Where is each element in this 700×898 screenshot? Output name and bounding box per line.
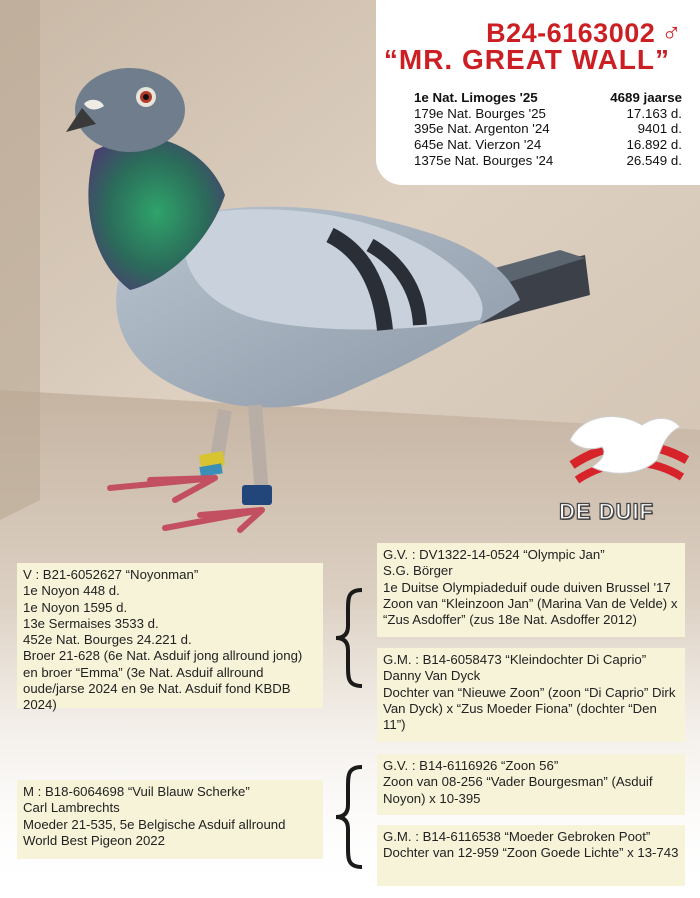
result-value: 17.163 d. [626,105,682,121]
title-panel [376,0,700,185]
father-text: V : B21-6052627 “Noyonman” 1e Noyon 448 d. 1e Noyon 1595 d. 13e Sermaises 3533 d. 452e Nat. Bourges 24.221 d. Broer 21-628 (6e Nat. Asduif jong allround jong) en broer “Emma” (3e Nat. Asduif allround oude/jarse 2024 en 9e Nat. Asduif fond KBDB 2024) [23,567,303,713]
result-row [414,90,682,106]
father-box [17,563,323,713]
result-row [414,121,682,137]
result-race: 395e Nat. Argenton '24 [414,121,550,137]
mother-box [17,780,323,859]
result-row [414,106,682,122]
result-value: 26.549 d. [626,152,682,168]
father-dam-text: G.M. : B14-6058473 “Kleindochter Di Caprio” Danny Van Dyck Dochter van “Nieuwe Zoon” (zoon “Di Caprio” Dirk Van Dyck) x “Zus Moeder Fiona” (dochter “Den 11”) [383,652,676,733]
male-symbol: ♂ [661,18,682,48]
result-row [414,137,682,153]
result-race: 179e Nat. Bourges '25 [414,105,546,121]
brace-mother-icon [330,765,370,870]
result-value: 4689 jaarse [610,90,682,105]
mother-dam-text: G.M. : B14-6116538 “Moeder Gebroken Poot” Dochter van 12-959 “Zoon Goede Lichte” x 13-743 [383,829,679,861]
result-race: 645e Nat. Vierzon '24 [414,137,542,153]
father-sire-box [377,543,685,637]
de-duif-logo-icon [562,405,690,500]
brace-father-icon [330,588,370,688]
father-dam-box [377,648,685,742]
results-list [414,90,682,169]
mother-text: M : B18-6064698 “Vuil Blauw Scherke” Carl Lambrechts Moeder 21-535, 5e Belgische Asduif allround World Best Pigeon 2022 [23,784,286,848]
mother-sire-box [377,754,685,815]
result-race: 1375e Nat. Bourges '24 [414,152,554,168]
result-value: 9401 d. [637,121,682,137]
ring-number: B24-6163002 ♂ [486,18,682,48]
mother-dam-box [377,825,685,886]
pigeon-name: “MR. GREAT WALL” [383,44,670,75]
result-race: 1e Nat. Limoges '25 [414,90,538,105]
result-value: 16.892 d. [626,137,682,153]
result-row [414,153,682,169]
logo-text: DE DUIF [559,499,654,524]
mother-sire-text: G.V. : B14-6116926 “Zoon 56” Zoon van 08-256 “Vader Bourgesman” (Asduif Noyon) x 10-395 [383,758,653,806]
father-sire-text: G.V. : DV1322-14-0524 “Olympic Jan” S.G. Börger 1e Duitse Olympiadeduif oude duiven Brussel '17 Zoon van “Kleinzoon Jan” (Marina Van de Velde) x “Zus Asdoffer” (zus 18e Nat. Asdoffer 2012) [383,547,678,628]
